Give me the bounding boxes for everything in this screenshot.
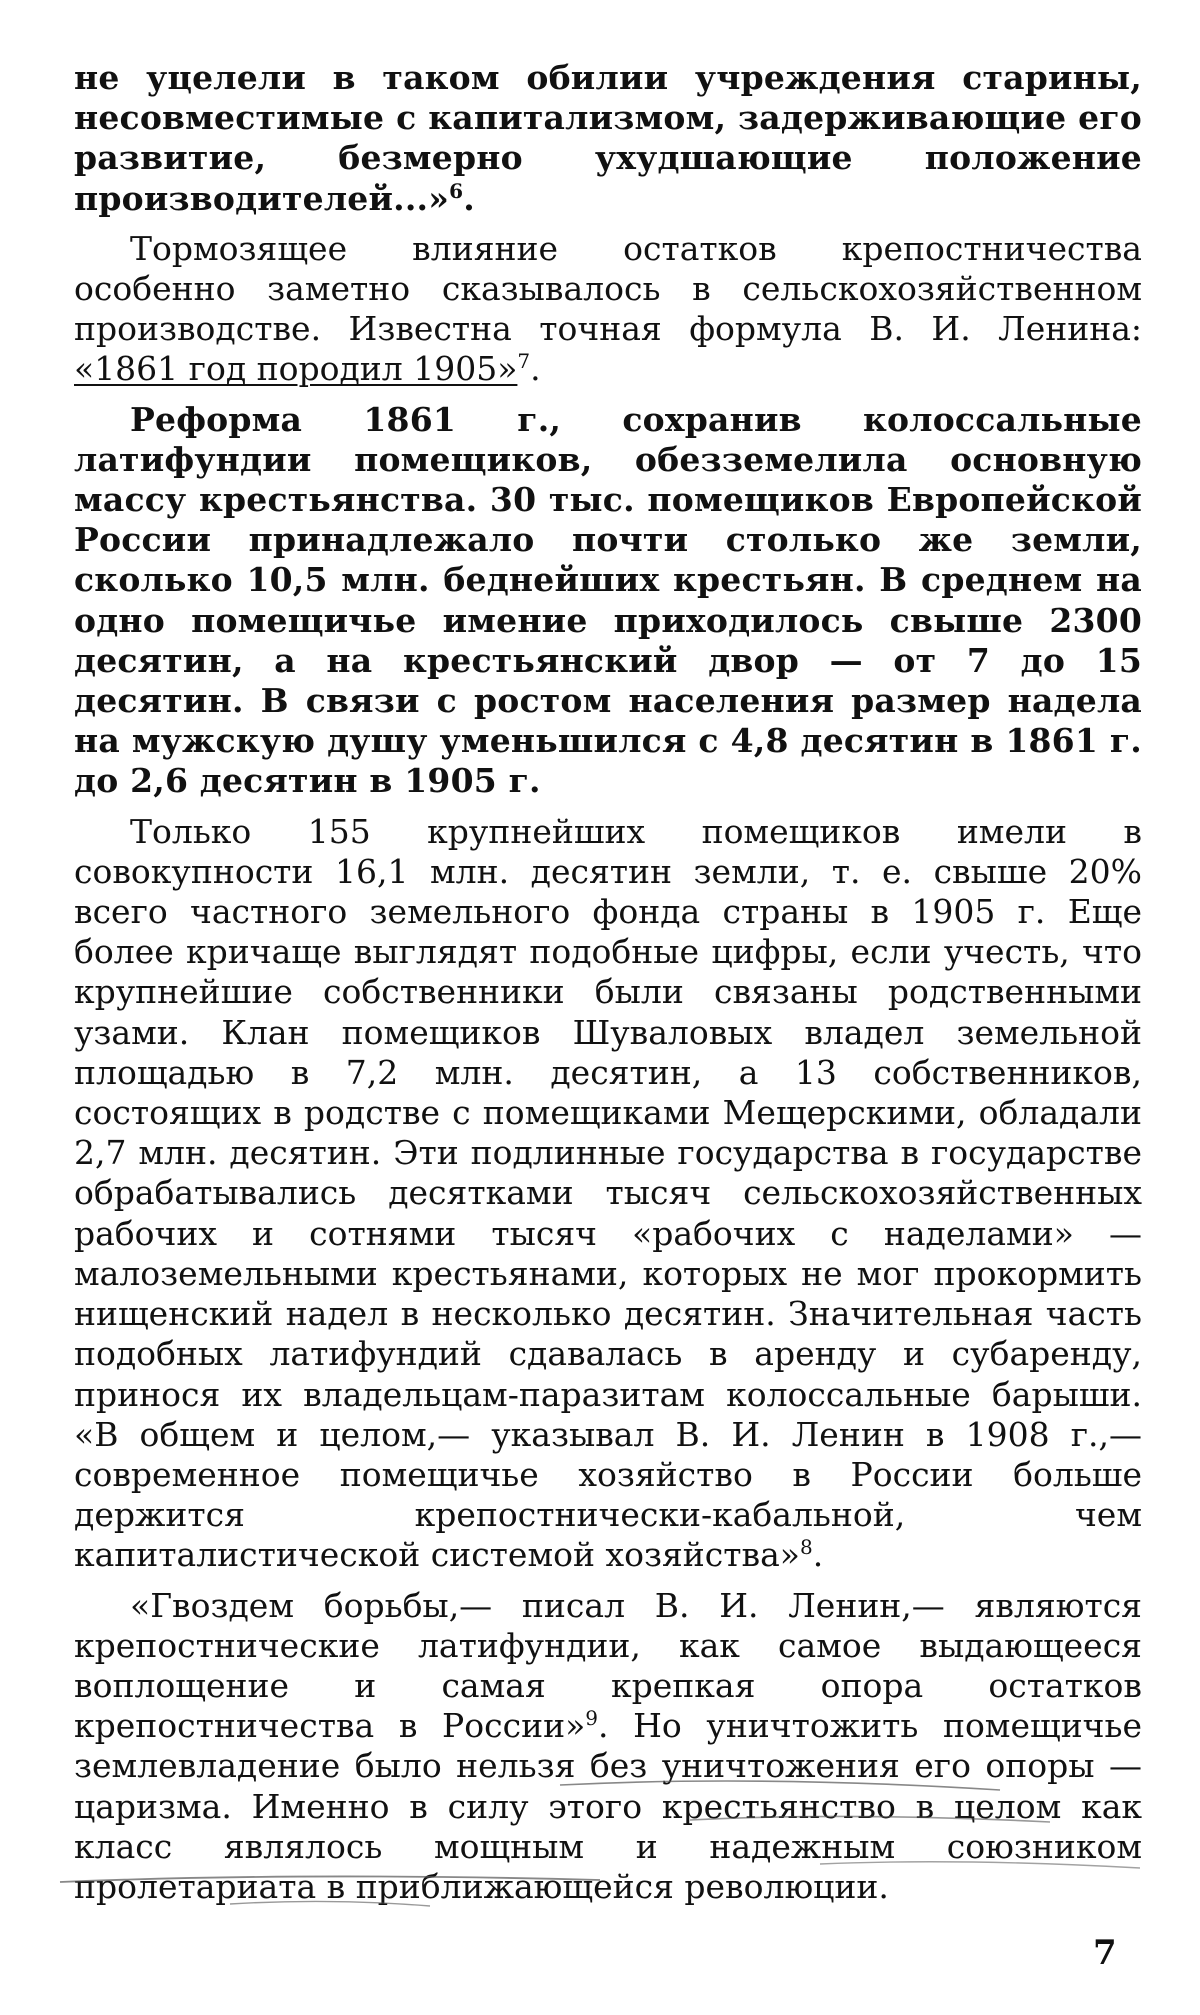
lenin-formula-quote: «1861 год породил 1905» bbox=[74, 349, 518, 389]
paragraph-5-lead: «Гвоздем борьбы,— писал В. И. Ленин,— являются крепостнические латифундии, как самое выдающееся воплощение и самая крепкая опора остатков крепостничества в России» bbox=[74, 1585, 1142, 1746]
paragraph-3 bbox=[74, 400, 1142, 802]
document-page bbox=[74, 58, 1142, 1917]
footnote-ref-6: 6 bbox=[449, 178, 464, 203]
paragraph-4-tail: . bbox=[812, 1535, 824, 1575]
paragraph-5 bbox=[74, 1586, 1142, 1908]
paragraph-2-tail: . bbox=[530, 349, 541, 389]
footnote-ref-8: 8 bbox=[799, 1535, 813, 1560]
paragraph-1 bbox=[74, 58, 1142, 219]
page-number: 7 bbox=[1093, 1933, 1117, 1973]
footnote-ref-7: 7 bbox=[517, 349, 531, 374]
paragraph-3-text: Реформа 1861 г., сохранив колоссальные латифундии помещиков, обезземелила основную массу крестьянства. 30 тыс. помещиков Европейской России принадлежало почти столько же земли, сколько 10,5 млн. беднейших крестьян. В среднем на одно помещичье имение приходилось свыше 2300 десятин, а на крестьянский двор — от 7 до 15 десятин. В связи с ростом населения размер надела на мужскую душу уменьшился с 4,8 десятин в 1861 г. до 2,6 десятин в 1905 г. bbox=[74, 399, 1142, 801]
paragraph-5-tail: . Но уничтожить помещичье землевладение было нельзя без уничтожения его опоры — царизма. Именно в силу этого крестьянство в целом как класс являлось мощным и надежным союзником пролетариата в приближающейся революции. bbox=[74, 1706, 1142, 1906]
paragraph-4-text: Только 155 крупнейших помещиков имели в совокупности 16,1 млн. десятин земли, т. е. свыше 20% всего частного земельного фонда страны в 1905 г. Еще более кричаще выглядят подобные цифры, если учесть, что крупнейшие собственники были связаны родственными узами. Клан помещиков Шуваловых владел земельной площадью в 7,2 млн. десятин, а 13 собственников, состоящих в родстве с помещиками Мещерскими, обладали 2,7 млн. десятин. Эти подлинные государства в государстве обрабатывались десятками тысяч сельскохозяйственных рабочих и сотнями тысяч «рабочих с наделами» — малоземельными крестьянами, которых не мог прокормить нищенский надел в несколько десятин. Значительная часть подобных латифундий сдавалась в аренду и субаренду, принося их владельцам-паразитам колоссальные барыши. «В общем и целом,— указывал В. И. Ленин в 1908 г.,— современное помещичье хозяйство в России больше держится крепостнически-кабальной, чем капиталистической системой хозяйства» bbox=[74, 811, 1142, 1575]
paragraph-1-tail: . bbox=[463, 178, 475, 218]
paragraph-2-lead: Тормозящее влияние остатков крепостничества особенно заметно сказывалось в сельскохозяйственном производстве. Известна точная формула В. И. Ленина: bbox=[74, 228, 1142, 349]
paragraph-2 bbox=[74, 229, 1142, 390]
paragraph-4 bbox=[74, 812, 1142, 1576]
footnote-ref-9: 9 bbox=[585, 1706, 598, 1731]
paragraph-1-text: не уцелели в таком обилии учреждения старины, несовместимые с капитализмом, задерживающие его развитие, безмерно ухудшающие положение производителей...» bbox=[74, 58, 1142, 218]
